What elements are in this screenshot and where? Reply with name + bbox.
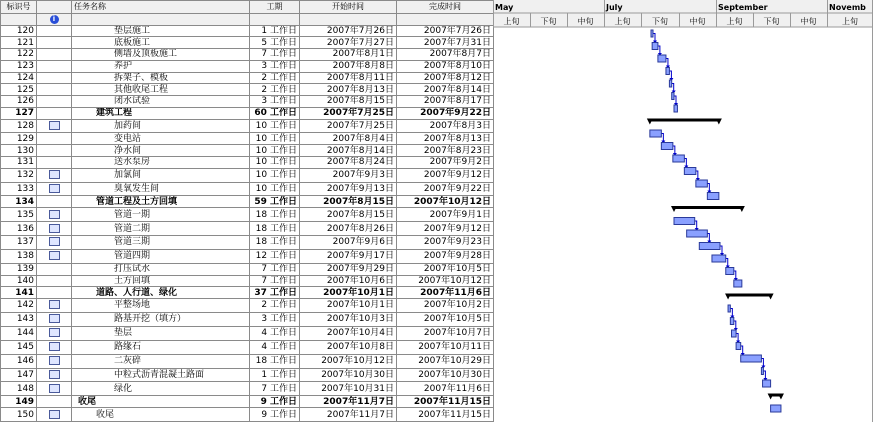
task-name[interactable]: 收尾 — [72, 396, 250, 408]
task-id[interactable]: 136 — [1, 222, 37, 236]
task-name[interactable]: 道路、人行道、绿化 — [72, 287, 250, 299]
task-start[interactable]: 2007年7月25日 — [300, 107, 397, 119]
task-finish[interactable]: 2007年10月12日 — [397, 196, 494, 208]
note-icon[interactable] — [49, 121, 60, 130]
task-bar — [666, 68, 669, 75]
task-indicator[interactable] — [37, 156, 72, 168]
task-indicator[interactable] — [37, 96, 72, 108]
task-start[interactable]: 2007年11月7日 — [300, 396, 397, 408]
task-finish[interactable]: 2007年8月7日 — [397, 49, 494, 61]
task-bar — [736, 343, 741, 350]
task-finish[interactable]: 2007年7月31日 — [397, 37, 494, 49]
task-duration[interactable]: 5 工作日 — [250, 37, 300, 49]
table-row[interactable] — [1, 326, 494, 340]
task-duration[interactable]: 4 工作日 — [250, 326, 300, 340]
period-label: 上旬 — [842, 17, 858, 26]
task-bar — [674, 218, 695, 225]
column-header-start-cont — [300, 13, 397, 25]
task-start[interactable]: 2007年10月30日 — [300, 368, 397, 382]
task-name[interactable]: 垫层 — [72, 326, 250, 340]
period-label: 下旬 — [763, 17, 780, 26]
note-icon[interactable] — [49, 251, 60, 260]
task-start[interactable]: 2007年8月8日 — [300, 60, 397, 72]
column-header-start[interactable]: 开始时间 — [300, 1, 397, 14]
table-row[interactable] — [1, 60, 494, 72]
task-duration[interactable]: 7 工作日 — [250, 49, 300, 61]
task-start[interactable]: 2007年8月14日 — [300, 145, 397, 157]
task-duration[interactable]: 1 工作日 — [250, 368, 300, 382]
task-duration[interactable]: 18 工作日 — [250, 222, 300, 236]
task-indicator[interactable] — [37, 275, 72, 287]
note-icon[interactable] — [49, 314, 60, 323]
note-icon[interactable] — [49, 342, 60, 351]
task-indicator[interactable] — [37, 107, 72, 119]
column-header-name[interactable]: 任务名称 — [72, 1, 250, 14]
task-name[interactable]: 管道工程及土方回填 — [72, 196, 250, 208]
month-label: May — [495, 3, 514, 12]
task-duration[interactable]: 9 工作日 — [250, 396, 300, 408]
summary-bar — [674, 206, 742, 209]
table-row[interactable] — [1, 236, 494, 250]
note-icon[interactable] — [49, 170, 60, 179]
task-indicator[interactable] — [37, 49, 72, 61]
task-duration[interactable]: 9 工作日 — [250, 408, 300, 422]
task-start[interactable]: 2007年7月27日 — [300, 37, 397, 49]
period-label: 下旬 — [652, 17, 668, 26]
task-indicator[interactable] — [37, 133, 72, 145]
task-bar — [669, 80, 671, 87]
task-finish[interactable]: 2007年9月12日 — [397, 222, 494, 236]
note-icon[interactable] — [49, 224, 60, 233]
task-start[interactable]: 2007年10月1日 — [300, 287, 397, 299]
task-finish[interactable]: 2007年8月23日 — [397, 145, 494, 157]
column-header-name-cont — [72, 13, 250, 25]
task-id[interactable]: 124 — [1, 72, 37, 84]
table-row[interactable] — [1, 133, 494, 145]
task-indicator[interactable] — [37, 299, 72, 313]
table-row[interactable] — [1, 119, 494, 133]
task-indicator[interactable] — [37, 37, 72, 49]
task-indicator[interactable] — [37, 72, 72, 84]
task-finish[interactable]: 2007年7月26日 — [397, 25, 494, 37]
table-row[interactable] — [1, 396, 494, 408]
table-row[interactable] — [1, 408, 494, 422]
task-start[interactable]: 2007年8月1日 — [300, 49, 397, 61]
table-row[interactable] — [1, 96, 494, 108]
task-bar — [726, 268, 734, 275]
table-row[interactable] — [1, 249, 494, 263]
table-row[interactable] — [1, 263, 494, 275]
task-bar — [771, 405, 781, 412]
period-label: 中旬 — [689, 17, 706, 26]
task-start[interactable]: 2007年7月25日 — [300, 119, 397, 133]
task-indicator[interactable] — [37, 222, 72, 236]
task-name[interactable]: 其他收尾工程 — [72, 84, 250, 96]
task-bar — [651, 30, 653, 37]
task-bar — [763, 380, 771, 387]
task-name[interactable]: 平整场地 — [72, 299, 250, 313]
note-icon[interactable] — [49, 300, 60, 309]
gantt-bars — [647, 30, 784, 412]
task-name[interactable]: 管道四期 — [72, 249, 250, 263]
task-finish[interactable]: 2007年10月5日 — [397, 263, 494, 275]
period-label: 上旬 — [614, 17, 631, 26]
task-duration[interactable]: 10 工作日 — [250, 168, 300, 182]
note-icon[interactable] — [49, 370, 60, 379]
task-id[interactable]: 149 — [1, 396, 37, 408]
table-row[interactable] — [1, 312, 494, 326]
task-start[interactable]: 2007年9月6日 — [300, 236, 397, 250]
period-label: 中旬 — [800, 17, 817, 26]
task-duration[interactable]: 18 工作日 — [250, 354, 300, 368]
period-label: 下旬 — [540, 17, 557, 26]
task-name[interactable]: 二灰碎 — [72, 354, 250, 368]
task-duration[interactable]: 3 工作日 — [250, 96, 300, 108]
task-start[interactable]: 2007年10月31日 — [300, 382, 397, 396]
task-finish[interactable]: 2007年11月6日 — [397, 382, 494, 396]
task-duration[interactable]: 7 工作日 — [250, 382, 300, 396]
task-finish[interactable]: 2007年10月11日 — [397, 340, 494, 354]
task-start[interactable]: 2007年8月13日 — [300, 84, 397, 96]
task-indicator[interactable] — [37, 236, 72, 250]
task-id[interactable]: 130 — [1, 145, 37, 157]
task-bar — [732, 330, 737, 337]
table-row[interactable] — [1, 299, 494, 313]
note-icon[interactable] — [49, 237, 60, 246]
task-name[interactable]: 净水间 — [72, 145, 250, 157]
period-label: 中旬 — [577, 17, 594, 26]
task-bar — [687, 230, 708, 237]
task-finish[interactable]: 2007年9月12日 — [397, 168, 494, 182]
task-bar — [761, 368, 763, 375]
task-id[interactable]: 120 — [1, 25, 37, 37]
task-start[interactable]: 2007年11月7日 — [300, 408, 397, 422]
task-indicator[interactable] — [37, 382, 72, 396]
task-id[interactable]: 139 — [1, 263, 37, 275]
task-bar — [661, 143, 673, 150]
task-finish[interactable]: 2007年11月15日 — [397, 408, 494, 422]
task-duration[interactable]: 60 工作日 — [250, 107, 300, 119]
task-duration[interactable]: 10 工作日 — [250, 182, 300, 196]
table-row[interactable] — [1, 368, 494, 382]
task-name[interactable]: 建筑工程 — [72, 107, 250, 119]
task-name[interactable]: 臭氧发生间 — [72, 182, 250, 196]
task-id[interactable]: 133 — [1, 182, 37, 196]
task-bar — [728, 305, 730, 312]
task-duration[interactable]: 2 工作日 — [250, 84, 300, 96]
task-id[interactable]: 127 — [1, 107, 37, 119]
task-duration[interactable]: 10 工作日 — [250, 119, 300, 133]
task-finish[interactable]: 2007年8月14日 — [397, 84, 494, 96]
task-id[interactable]: 123 — [1, 60, 37, 72]
timescale — [493, 0, 873, 422]
task-duration[interactable]: 7 工作日 — [250, 263, 300, 275]
task-duration[interactable]: 10 工作日 — [250, 145, 300, 157]
task-duration[interactable]: 10 工作日 — [250, 133, 300, 145]
task-duration[interactable]: 2 工作日 — [250, 72, 300, 84]
column-header-id[interactable]: 标识号 — [1, 1, 37, 14]
table-row[interactable] — [1, 354, 494, 368]
task-indicator[interactable] — [37, 340, 72, 354]
task-id[interactable]: 144 — [1, 326, 37, 340]
task-finish[interactable]: 2007年10月2日 — [397, 299, 494, 313]
task-indicator[interactable] — [37, 408, 72, 422]
task-name[interactable]: 送水泵房 — [72, 156, 250, 168]
table-row[interactable] — [1, 222, 494, 236]
task-bar — [730, 318, 733, 325]
table-row[interactable] — [1, 25, 494, 37]
task-id[interactable]: 134 — [1, 196, 37, 208]
task-bar — [652, 43, 658, 50]
task-duration[interactable]: 7 工作日 — [250, 275, 300, 287]
task-finish[interactable]: 2007年10月7日 — [397, 326, 494, 340]
task-finish[interactable]: 2007年8月12日 — [397, 72, 494, 84]
task-indicator[interactable] — [37, 84, 72, 96]
task-id[interactable]: 150 — [1, 408, 37, 422]
table-row[interactable] — [1, 208, 494, 222]
period-label: 上旬 — [726, 17, 743, 26]
task-finish[interactable]: 2007年8月17日 — [397, 96, 494, 108]
task-name[interactable]: 变电站 — [72, 133, 250, 145]
month-label: Novemb — [829, 3, 866, 12]
task-bar — [699, 243, 720, 250]
task-id[interactable]: 131 — [1, 156, 37, 168]
task-bar — [674, 105, 677, 112]
task-id[interactable]: 142 — [1, 299, 37, 313]
task-start[interactable]: 2007年9月17日 — [300, 249, 397, 263]
task-indicator[interactable] — [37, 368, 72, 382]
task-id[interactable]: 147 — [1, 368, 37, 382]
task-id[interactable]: 126 — [1, 96, 37, 108]
task-start[interactable]: 2007年10月6日 — [300, 275, 397, 287]
task-name[interactable]: 拆架子、模板 — [72, 72, 250, 84]
task-start[interactable]: 2007年8月4日 — [300, 133, 397, 145]
table-row[interactable] — [1, 72, 494, 84]
task-id[interactable]: 140 — [1, 275, 37, 287]
task-start[interactable]: 2007年8月15日 — [300, 196, 397, 208]
task-duration[interactable]: 18 工作日 — [250, 208, 300, 222]
task-id[interactable]: 135 — [1, 208, 37, 222]
task-name[interactable]: 路基开挖（填方） — [72, 312, 250, 326]
task-finish[interactable]: 2007年10月5日 — [397, 312, 494, 326]
task-id[interactable]: 129 — [1, 133, 37, 145]
task-finish[interactable]: 2007年9月28日 — [397, 249, 494, 263]
task-id[interactable]: 128 — [1, 119, 37, 133]
table-row[interactable] — [1, 168, 494, 182]
note-icon[interactable] — [49, 410, 60, 419]
table-row[interactable] — [1, 182, 494, 196]
task-id[interactable]: 148 — [1, 382, 37, 396]
task-name[interactable]: 管道二期 — [72, 222, 250, 236]
task-indicator[interactable] — [37, 119, 72, 133]
task-name[interactable]: 绿化 — [72, 382, 250, 396]
task-duration[interactable]: 3 工作日 — [250, 60, 300, 72]
gantt-chart[interactable] — [493, 0, 873, 422]
note-icon[interactable] — [49, 384, 60, 393]
task-name[interactable]: 加氯间 — [72, 168, 250, 182]
task-id[interactable]: 137 — [1, 236, 37, 250]
task-duration[interactable]: 10 工作日 — [250, 156, 300, 168]
task-indicator[interactable] — [37, 25, 72, 37]
task-id[interactable]: 122 — [1, 49, 37, 61]
task-indicator[interactable] — [37, 60, 72, 72]
task-bar — [741, 355, 762, 362]
task-duration[interactable]: 12 工作日 — [250, 249, 300, 263]
task-start[interactable]: 2007年10月8日 — [300, 340, 397, 354]
table-row[interactable] — [1, 156, 494, 168]
table-row[interactable] — [1, 107, 494, 119]
task-name[interactable]: 侧墙及顶板施工 — [72, 49, 250, 61]
task-start[interactable]: 2007年10月1日 — [300, 299, 397, 313]
summary-bar — [650, 119, 719, 122]
task-duration[interactable]: 59 工作日 — [250, 196, 300, 208]
task-bar — [650, 130, 662, 137]
task-bar — [734, 280, 742, 287]
task-start[interactable]: 2007年10月4日 — [300, 326, 397, 340]
task-id[interactable]: 141 — [1, 287, 37, 299]
column-header-finish-cont — [397, 13, 494, 25]
period-label: 上旬 — [503, 17, 520, 26]
task-start[interactable]: 2007年9月13日 — [300, 182, 397, 196]
task-start[interactable]: 2007年9月3日 — [300, 168, 397, 182]
task-finish[interactable]: 2007年10月29日 — [397, 354, 494, 368]
task-name[interactable]: 土方回填 — [72, 275, 250, 287]
column-header-indicators[interactable] — [37, 1, 72, 14]
column-header-duration-cont — [250, 13, 300, 25]
table-row[interactable] — [1, 145, 494, 157]
note-icon[interactable] — [49, 210, 60, 219]
column-header-id-cont — [1, 13, 37, 25]
task-indicator[interactable] — [37, 287, 72, 299]
task-duration[interactable]: 1 工作日 — [250, 25, 300, 37]
task-start[interactable]: 2007年10月12日 — [300, 354, 397, 368]
task-start[interactable]: 2007年8月15日 — [300, 96, 397, 108]
task-finish[interactable]: 2007年8月3日 — [397, 119, 494, 133]
task-bar — [707, 193, 719, 200]
task-finish[interactable]: 2007年10月30日 — [397, 368, 494, 382]
note-icon[interactable] — [49, 356, 60, 365]
task-finish[interactable]: 2007年9月23日 — [397, 236, 494, 250]
task-name[interactable]: 管道三期 — [72, 236, 250, 250]
column-header-duration[interactable]: 工期 — [250, 1, 300, 14]
task-indicator[interactable] — [37, 312, 72, 326]
task-start[interactable]: 2007年8月24日 — [300, 156, 397, 168]
task-name[interactable]: 中粒式沥青混凝土路面 — [72, 368, 250, 382]
task-id[interactable]: 145 — [1, 340, 37, 354]
table-row[interactable] — [1, 37, 494, 49]
task-id[interactable]: 121 — [1, 37, 37, 49]
task-start[interactable]: 2007年7月26日 — [300, 25, 397, 37]
task-finish[interactable]: 2007年8月13日 — [397, 133, 494, 145]
task-bar — [658, 55, 666, 62]
task-bar — [684, 168, 696, 175]
task-indicator[interactable] — [37, 182, 72, 196]
task-indicator[interactable] — [37, 168, 72, 182]
task-bar — [672, 93, 674, 100]
note-icon[interactable] — [49, 328, 60, 337]
task-indicator[interactable] — [37, 396, 72, 408]
task-duration[interactable]: 2 工作日 — [250, 299, 300, 313]
task-start[interactable]: 2007年8月11日 — [300, 72, 397, 84]
task-name[interactable]: 底板施工 — [72, 37, 250, 49]
table-row[interactable] — [1, 287, 494, 299]
task-name[interactable]: 管道一期 — [72, 208, 250, 222]
task-id[interactable]: 146 — [1, 354, 37, 368]
task-finish[interactable]: 2007年9月22日 — [397, 107, 494, 119]
task-start[interactable]: 2007年9月29日 — [300, 263, 397, 275]
task-start[interactable]: 2007年8月15日 — [300, 208, 397, 222]
task-id[interactable]: 132 — [1, 168, 37, 182]
task-indicator[interactable] — [37, 196, 72, 208]
task-id[interactable]: 138 — [1, 249, 37, 263]
task-duration[interactable]: 37 工作日 — [250, 287, 300, 299]
task-finish[interactable]: 2007年11月6日 — [397, 287, 494, 299]
info-icon: i — [50, 15, 59, 24]
task-finish[interactable]: 2007年9月2日 — [397, 156, 494, 168]
task-indicator[interactable] — [37, 145, 72, 157]
note-icon[interactable] — [49, 184, 60, 193]
task-indicator[interactable] — [37, 208, 72, 222]
month-label: September — [718, 3, 768, 12]
task-indicator[interactable] — [37, 263, 72, 275]
task-finish[interactable]: 2007年11月15日 — [397, 396, 494, 408]
month-label: July — [606, 3, 623, 12]
task-start[interactable]: 2007年8月26日 — [300, 222, 397, 236]
task-indicator[interactable] — [37, 354, 72, 368]
task-indicator[interactable] — [37, 326, 72, 340]
task-bar — [673, 155, 685, 162]
task-id[interactable]: 125 — [1, 84, 37, 96]
task-duration[interactable]: 4 工作日 — [250, 340, 300, 354]
task-name[interactable]: 加药间 — [72, 119, 250, 133]
task-finish[interactable]: 2007年9月1日 — [397, 208, 494, 222]
task-name[interactable]: 路缘石 — [72, 340, 250, 354]
task-name[interactable]: 打压试水 — [72, 263, 250, 275]
table-row[interactable] — [1, 84, 494, 96]
table-row[interactable] — [1, 340, 494, 354]
task-name[interactable]: 收尾 — [72, 408, 250, 422]
task-duration[interactable]: 3 工作日 — [250, 312, 300, 326]
task-start[interactable]: 2007年10月3日 — [300, 312, 397, 326]
column-header-info-cell — [37, 13, 72, 25]
task-name[interactable]: 闭水试验 — [72, 96, 250, 108]
task-finish[interactable]: 2007年8月10日 — [397, 60, 494, 72]
table-row[interactable] — [1, 49, 494, 61]
task-id[interactable]: 143 — [1, 312, 37, 326]
task-duration[interactable]: 18 工作日 — [250, 236, 300, 250]
task-name[interactable]: 垫层施工 — [72, 25, 250, 37]
task-name[interactable]: 养护 — [72, 60, 250, 72]
summary-bar — [728, 294, 771, 297]
table-row[interactable] — [1, 196, 494, 208]
task-finish[interactable]: 2007年9月22日 — [397, 182, 494, 196]
task-indicator[interactable] — [37, 249, 72, 263]
task-finish[interactable]: 2007年10月12日 — [397, 275, 494, 287]
table-row[interactable] — [1, 382, 494, 396]
task-bar — [696, 180, 708, 187]
column-header-finish[interactable]: 完成时间 — [397, 1, 494, 14]
table-row[interactable] — [1, 275, 494, 287]
task-bar — [712, 255, 726, 262]
